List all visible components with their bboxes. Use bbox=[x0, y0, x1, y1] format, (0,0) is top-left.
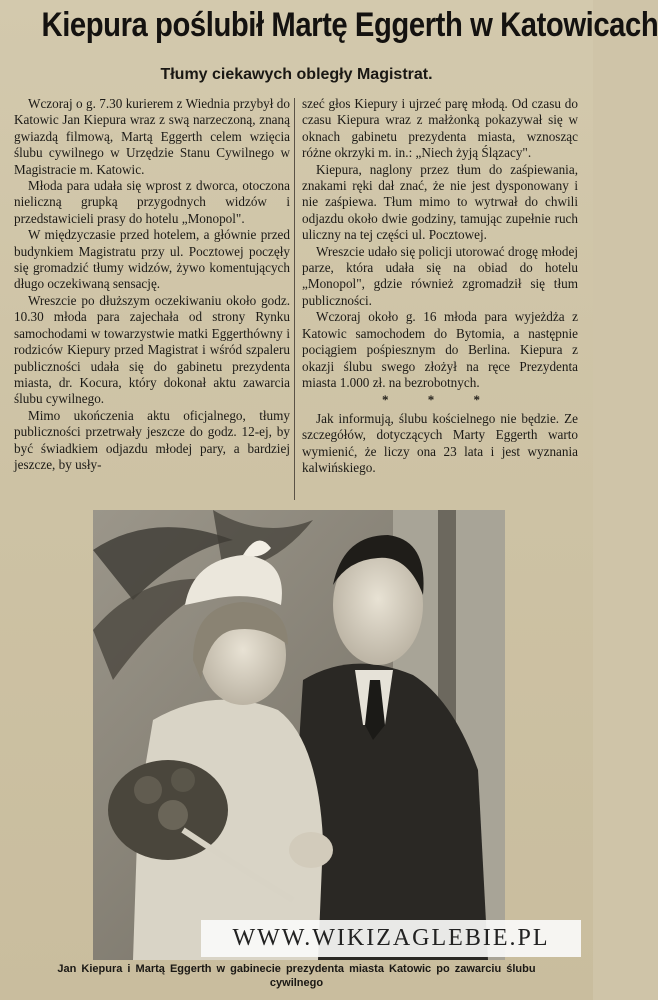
watermark: WWW.WIKIZAGLEBIE.PL bbox=[201, 920, 581, 957]
paragraph: Kiepura, naglony przez tłum do zaśpiewania, znakami ręki dał znać, że nie jest dysponowany i nie zaśpiewa. Tłum mimo to wytrwał do chwili odjazdu około dwie godziny, tamując zupełnie ruch uliczny na tej części ul. Pocztowej. bbox=[302, 161, 578, 243]
photo-illustration bbox=[93, 510, 505, 960]
right-column bbox=[302, 96, 578, 476]
paragraph: Wczoraj około g. 16 młoda para wyjeżdża z Katowic samochodem do Bytomia, a następnie pociągiem pośpiesznym do Berlina. Kiepura z okazji ślubu swego złożył na ręce Prezydenta miasta 1.000 zł. na bezrobotnych. bbox=[302, 309, 578, 390]
subheadline: Tłumy ciekawych obległy Magistrat. bbox=[160, 66, 433, 83]
caption-line-1: Jan Kiepura i Martą Eggerth w gabinecie prezydenta miasta Katowic po zawarciu ślubu bbox=[57, 963, 536, 975]
paragraph: Wreszcie po dłuższym oczekiwaniu około godz. 10.30 młoda para zajechała od strony Rynku samochodami w towarzystwie matki Eggerthówny i rodziców Kiepury przed Magistrat i wśród szpaleru publiczności udała się do gabinetu prezydenta miasta, dr. Kocura, który dokonał aktu zawarcia ślubu cywilnego. bbox=[14, 292, 290, 407]
left-column bbox=[14, 96, 290, 473]
paragraph: Wczoraj o g. 7.30 kurierem z Wiednia przybył do Katowic Jan Kiepura wraz z swą narzeczoną, znaną gwiazdą filmową, Martą Eggerth celem wzięcia ślubu cywilnego w Urzędzie Stanu Cywilnego w Magistracie m. Katowic. bbox=[14, 96, 290, 177]
photo-caption bbox=[0, 962, 593, 990]
column-divider bbox=[294, 98, 295, 500]
section-separator: * * * bbox=[382, 392, 498, 408]
caption-line-2: cywilnego bbox=[269, 977, 324, 989]
headline: Kiepura poślubił Martę Eggerth w Katowicach bbox=[41, 6, 658, 44]
paragraph: Młoda para udała się wprost z dworca, otoczona nieliczną grupką przygodnych widzów i przedstawicieli prasy do hotelu „Monopol". bbox=[14, 178, 290, 226]
paragraph: Mimo ukończenia aktu oficjalnego, tłumy publiczności przetrwały jeszcze do godz. 12-ej, by być świadkiem odjazdu młodej pary, a bardziej jeszcze, by usły- bbox=[14, 407, 290, 472]
wedding-photo bbox=[93, 510, 505, 960]
paragraph: W międzyczasie przed hotelem, a głównie przed budynkiem Magistratu przy ul. Pocztowej poczęły się gromadzić tłumy widzów, żywo komentujących długo oczekiwaną sensację. bbox=[14, 227, 290, 292]
paragraph: Jak informują, ślubu kościelnego nie będzie. Ze szczegółów, dotyczących Marty Eggerth warto wymienić, że liczy ona 23 lata i jest wyznania kalwińskiego. bbox=[302, 410, 578, 475]
paragraph: Wreszcie udało się policji utorować drogę młodej parze, która udała się na obiad do hotelu „Monopol", gdzie również zgromadził się tłum publiczności. bbox=[302, 243, 578, 308]
paragraph: szeć głos Kiepury i ujrzeć parę młodą. Od czasu do czasu Kiepura wraz z małżonką pokazywał się w oknach gabinetu prezydenta miasta, wznosząc różne okrzyki m. in.: „Niech żyją Ślązacy". bbox=[302, 96, 578, 161]
